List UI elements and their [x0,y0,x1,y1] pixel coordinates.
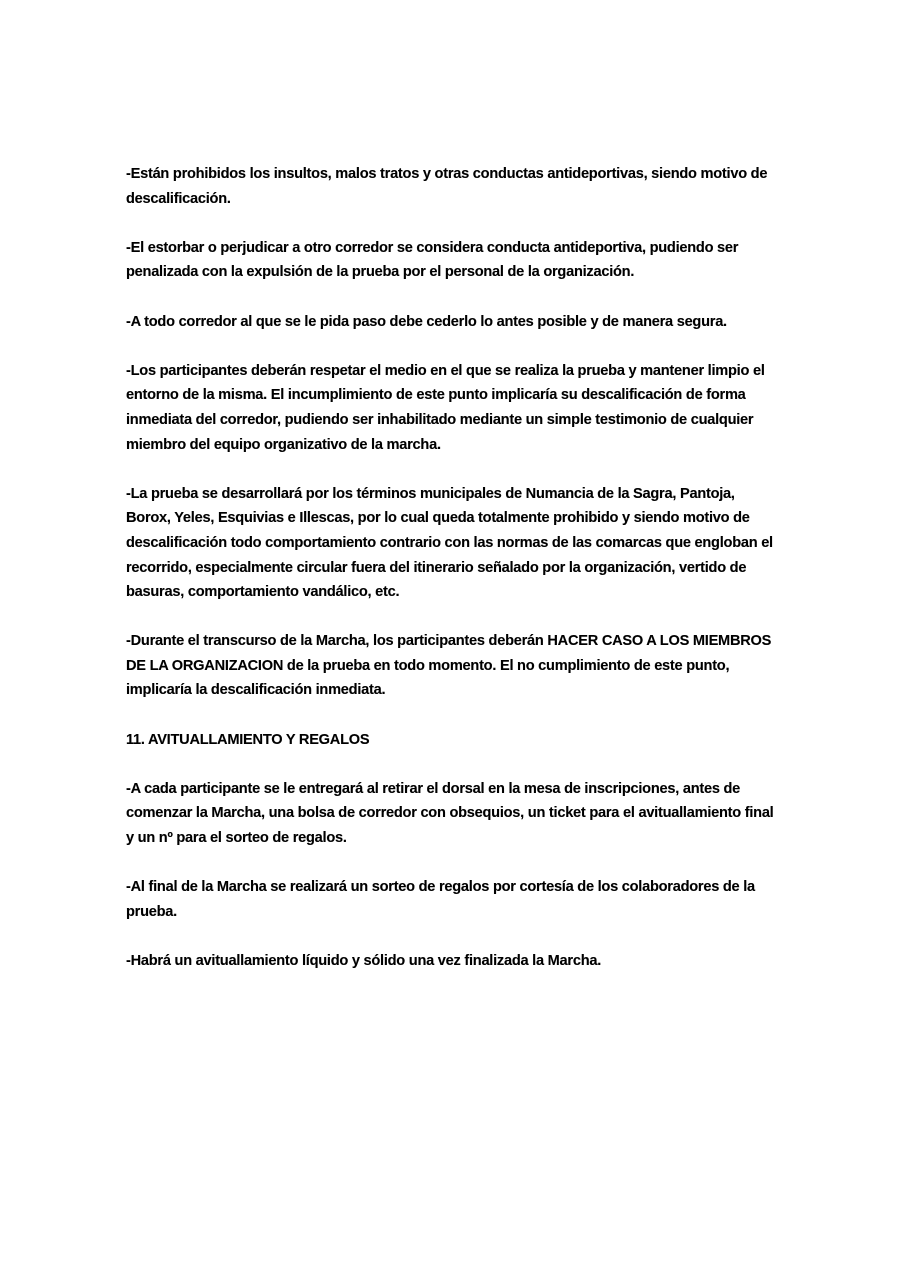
paragraph-obey-organization: -Durante el transcurso de la Marcha, los participantes deberán HACER CASO A LOS MIEMBROS DE LA ORGANIZACION de la prueba en todo momento. El no cumplimiento de este punto, implicaría la descalificación inmediata. [126,633,772,699]
paragraph-municipal-terms: -La prueba se desarrollará por los términos municipales de Numancia de la Sagra, Pantoja, Borox, Yeles, Esquivias e Illescas, por lo cual queda totalmente prohibido y siendo motivo de descalificación todo comportamiento contrario con las normas de las comarcas que engloban el recorrido, especialmente circular fuera del itinerario señalado por la organización, vertido de basuras, comportamiento vandálico, etc. [126,485,773,601]
paragraph-yield-passage: -A todo corredor al que se le pida paso debe cederlo lo antes posible y de manera segura. [126,313,727,330]
paragraph-obstructing-runner: -El estorbar o perjudicar a otro corredor se considera conducta antideportiva, pudiendo ser penalizada con la expulsión de la prueba por el personal de la organización. [126,239,739,281]
paragraph-final-refreshment: -Habrá un avituallamiento líquido y sólido una vez finalizada la Marcha. [126,953,602,969]
paragraph-runner-bag: -A cada participante se le entregará al retirar el dorsal en la mesa de inscripciones, antes de comenzar la Marcha, una bolsa de corredor con obsequios, un ticket para el avituallamiento final y un nº para el sorteo de regalos. [126,780,774,847]
paragraph-insults-prohibited: -Están prohibidos los insultos, malos tratos y otras conductas antideportivas, siendo motivo de descalificación. [126,166,768,207]
paragraph-gift-raffle: -Al final de la Marcha se realizará un sorteo de regalos por cortesía de los colaboradores de la prueba. [126,879,755,920]
document-page [126,162,776,998]
section-heading: 11. AVITUALLAMIENTO Y REGALOS [126,731,370,748]
paragraph-respect-environment: -Los participantes deberán respetar el medio en el que se realiza la prueba y mantener limpio el entorno de la misma. El incumplimiento de este punto implicaría su descalificación de forma inmediata del corredor, pudiendo ser inhabilitado mediante un simple testimonio de cualquier miembro del equipo organizativo de la marcha. [126,362,765,453]
